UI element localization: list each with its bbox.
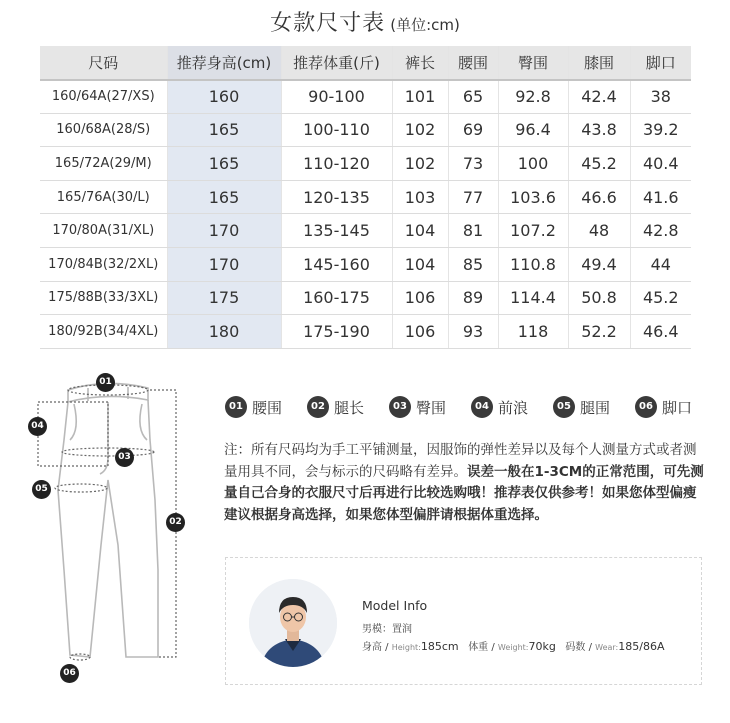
table-cell: 43.8	[568, 113, 630, 147]
table-cell: 100	[498, 147, 568, 181]
table-cell: 118	[498, 315, 568, 349]
title-main: 女款尺寸表	[270, 11, 386, 36]
table-cell: 160/64A(27/XS)	[40, 80, 167, 114]
table-cell: 101	[392, 80, 448, 114]
table-cell: 110.8	[498, 248, 568, 282]
table-cell: 175-190	[281, 315, 392, 349]
table-cell: 81	[448, 214, 498, 248]
table-cell: 106	[392, 315, 448, 349]
legend-badge: 01	[225, 396, 247, 418]
table-cell: 44	[630, 248, 691, 282]
diagram-badge-05: 05	[32, 480, 51, 499]
legend-label: 腿围	[580, 398, 611, 417]
table-cell: 40.4	[630, 147, 691, 181]
table-cell: 110-120	[281, 147, 392, 181]
diagram-badge-02: 02	[166, 513, 185, 532]
legend-label: 腿长	[334, 398, 365, 417]
table-cell: 106	[392, 281, 448, 315]
table-cell: 165	[167, 180, 281, 214]
model-avatar	[249, 579, 337, 667]
header-hem: 脚口	[630, 46, 691, 80]
table-cell: 100-110	[281, 113, 392, 147]
diagram-badge-04: 04	[28, 417, 47, 436]
header-weight: 推荐体重(斤)	[281, 46, 392, 80]
pants-diagram	[28, 370, 198, 688]
table-cell: 73	[448, 147, 498, 181]
header-length: 裤长	[392, 46, 448, 80]
legend-badge: 06	[635, 396, 657, 418]
table-row	[40, 315, 691, 349]
table-cell: 42.4	[568, 80, 630, 114]
model-weight-label-en: Weight:	[497, 643, 529, 652]
table-cell: 114.4	[498, 281, 568, 315]
table-cell: 175	[167, 281, 281, 315]
table-cell: 170	[167, 248, 281, 282]
table-row	[40, 113, 691, 147]
note-text-regular: 注：所有尺码均为手工平铺测量，因服饰的弹性差异以及每个人测量方式或者测量用具不同，会与标示的尺码略有差异。	[224, 442, 697, 480]
model-info-card	[225, 557, 702, 685]
table-cell: 170	[167, 214, 281, 248]
table-cell: 77	[448, 180, 498, 214]
table-row	[40, 80, 691, 114]
table-cell: 170/84B(32/2XL)	[40, 248, 167, 282]
model-stats	[362, 638, 664, 653]
table-cell: 165/76A(30/L)	[40, 180, 167, 214]
model-wear-label: 码数 /	[565, 642, 596, 653]
model-wear-label-en: Wear:	[595, 643, 619, 652]
diagram-badge-06: 06	[60, 664, 79, 683]
table-cell: 103.6	[498, 180, 568, 214]
table-cell: 85	[448, 248, 498, 282]
table-row	[40, 214, 691, 248]
table-cell: 42.8	[630, 214, 691, 248]
table-cell: 96.4	[498, 113, 568, 147]
table-cell: 52.2	[568, 315, 630, 349]
legend-badge: 04	[471, 396, 493, 418]
table-cell: 90-100	[281, 80, 392, 114]
legend-label: 臀围	[416, 398, 447, 417]
header-knee: 膝围	[568, 46, 630, 80]
legend-badge: 05	[553, 396, 575, 418]
table-cell: 135-145	[281, 214, 392, 248]
header-waist: 腰围	[448, 46, 498, 80]
legend-item-front-rise	[471, 395, 528, 419]
table-cell: 102	[392, 113, 448, 147]
measurement-legend	[225, 395, 705, 421]
table-cell: 107.2	[498, 214, 568, 248]
legend-item-thigh	[553, 395, 610, 419]
table-body	[40, 80, 691, 349]
table-cell: 46.4	[630, 315, 691, 349]
table-row	[40, 147, 691, 181]
table-cell: 160-175	[281, 281, 392, 315]
table-cell: 65	[448, 80, 498, 114]
table-row	[40, 248, 691, 282]
diagram-badge-03: 03	[115, 448, 134, 467]
table-cell: 103	[392, 180, 448, 214]
table-cell: 160/68A(28/S)	[40, 113, 167, 147]
table-cell: 175/88B(33/3XL)	[40, 281, 167, 315]
table-cell: 180	[167, 315, 281, 349]
legend-label: 腰围	[252, 398, 283, 417]
model-weight-value: 70kg	[528, 640, 556, 653]
table-cell: 39.2	[630, 113, 691, 147]
legend-item-leg-length	[307, 395, 364, 419]
table-cell: 180/92B(34/4XL)	[40, 315, 167, 349]
size-table	[40, 46, 691, 349]
table-cell: 49.4	[568, 248, 630, 282]
table-row	[40, 180, 691, 214]
model-height-value: 185cm	[420, 640, 459, 653]
table-cell: 38	[630, 80, 691, 114]
legend-label: 前浪	[498, 398, 529, 417]
table-cell: 160	[167, 80, 281, 114]
table-cell: 69	[448, 113, 498, 147]
table-cell: 165/72A(29/M)	[40, 147, 167, 181]
legend-item-waist	[225, 395, 282, 419]
header-size: 尺码	[40, 46, 167, 80]
table-cell: 45.2	[568, 147, 630, 181]
model-wear-value: 185/86A	[618, 640, 665, 653]
table-header-row	[40, 46, 691, 80]
page-title	[0, 6, 730, 37]
legend-item-hip	[389, 395, 446, 419]
legend-badge: 03	[389, 396, 411, 418]
model-info-title: Model Info	[362, 598, 428, 613]
model-weight-label: 体重 /	[468, 642, 498, 653]
legend-badge: 02	[307, 396, 329, 418]
table-cell: 46.6	[568, 180, 630, 214]
table-cell: 120-135	[281, 180, 392, 214]
diagram-badge-01: 01	[96, 373, 115, 392]
table-cell: 45.2	[630, 281, 691, 315]
table-cell: 41.6	[630, 180, 691, 214]
measurement-note	[224, 440, 704, 526]
table-cell: 170/80A(31/XL)	[40, 214, 167, 248]
table-cell: 93	[448, 315, 498, 349]
table-cell: 104	[392, 248, 448, 282]
table-cell: 165	[167, 113, 281, 147]
model-height-label-en: Height:	[391, 643, 421, 652]
title-unit: (单位:cm)	[390, 16, 460, 34]
table-row	[40, 281, 691, 315]
table-cell: 145-160	[281, 248, 392, 282]
header-height: 推荐身高(cm)	[167, 46, 281, 80]
table-cell: 104	[392, 214, 448, 248]
table-cell: 102	[392, 147, 448, 181]
legend-item-hem	[635, 395, 692, 419]
model-height-label: 身高 /	[362, 642, 392, 653]
note-text-bold: 误差一般在1-3CM的正常范围，可先测量自己合身的衣服尺寸后再进行比较选购哦！推荐表仅供参考！如果您体型偏瘦建议根据身高选择，如果您体型偏胖请根据体重选择。	[224, 463, 704, 523]
table-cell: 92.8	[498, 80, 568, 114]
table-cell: 165	[167, 147, 281, 181]
table-cell: 50.8	[568, 281, 630, 315]
table-cell: 89	[448, 281, 498, 315]
header-hip: 臀围	[498, 46, 568, 80]
model-name: 男模：置润	[362, 624, 412, 635]
model-photo	[249, 579, 337, 667]
table-cell: 48	[568, 214, 630, 248]
legend-label: 脚口	[662, 398, 693, 417]
